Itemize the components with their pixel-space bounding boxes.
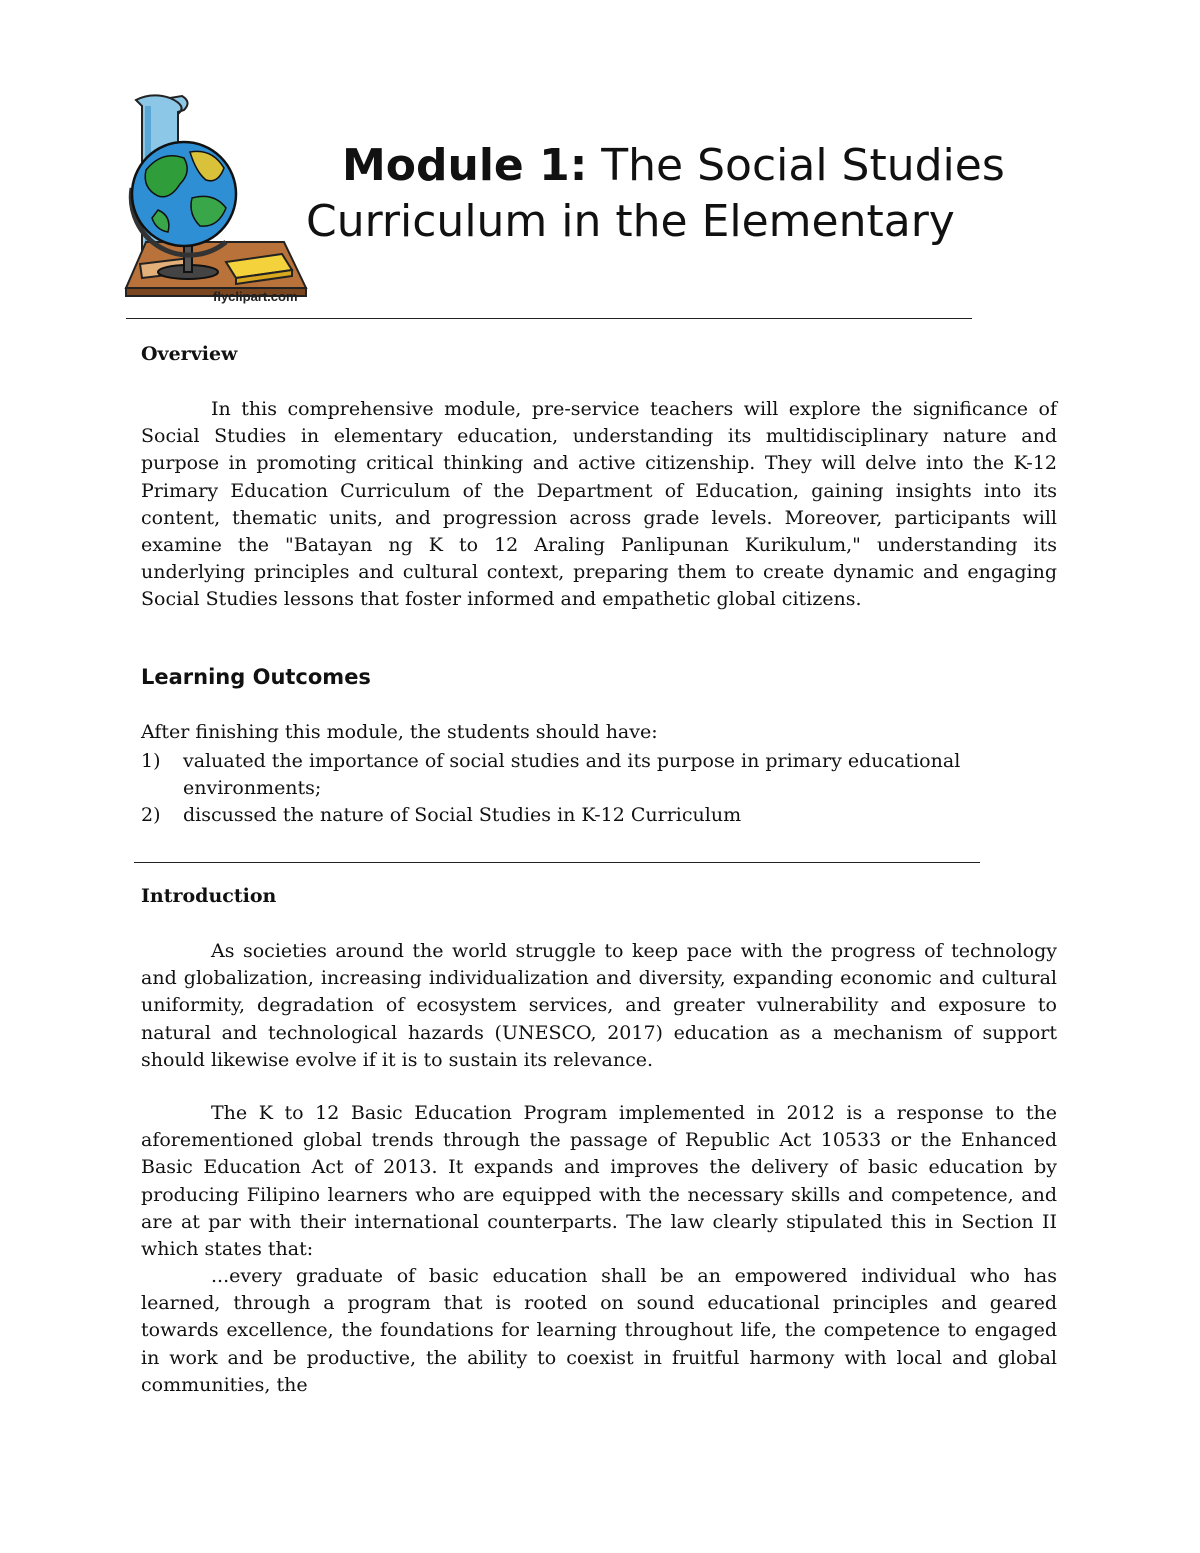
list-item-text: discussed the nature of Social Studies in K-12 Curriculum (183, 804, 742, 826)
list-item (141, 748, 961, 802)
learning-outcomes-heading: Learning Outcomes (141, 665, 371, 689)
introduction-paragraph-2: The K to 12 Basic Education Program implemented in 2012 is a response to the aforementioned global trends through the passage of Republic Act 10533 or the Enhanced Basic Education Act of 2013. It expands and improves the delivery of basic education by producing Filipino learners who are equipped with the necessary skills and competence, and are at par with their international counterparts. The law clearly stipulated this in Section II which states that: (141, 1102, 1057, 1261)
title-module-label: Module 1: (342, 140, 588, 191)
title-line-2: Curriculum in the Elementary (306, 196, 955, 247)
overview-paragraph: In this comprehensive module, pre-service teachers will explore the significance of Social Studies in elementary education, understanding its multidisciplinary nature and purpose in promoting critical thinking and active citizenship. They will delve into the K-12 Primary Education Curriculum of the Department of Education, gaining insights into its content, thematic units, and progression across grade levels. Moreover, participants will examine the "Batayan ng K to 12 Araling Panlipunan Kurikulum," understanding its underlying principles and cultural context, preparing them to create dynamic and engaging Social Studies lessons that foster informed and empathetic global citizens. (141, 398, 1057, 611)
introduction-heading: Introduction (141, 885, 277, 907)
list-item-number: 1) (141, 750, 161, 772)
header-divider (126, 318, 972, 319)
list-item-text: valuated the importance of social studies and its purpose in primary educational environments; (183, 750, 961, 799)
clipart-credit: flyclipart.com (213, 289, 298, 304)
overview-heading: Overview (141, 343, 238, 365)
learning-outcomes-intro: After finishing this module, the students should have: (141, 721, 658, 743)
list-item-number: 2) (141, 804, 161, 826)
introduction-quote: ...every graduate of basic education shall be an empowered individual who has learned, through a program that is rooted on sound educational principles and geared towards excellence, the foundations for learning throughout life, the competence to engaged in work and be productive, the ability to coexist in fruitful harmony with local and global communities, the (141, 1265, 1057, 1396)
learning-outcomes-list (141, 748, 961, 829)
list-item (141, 802, 961, 829)
section-divider (134, 862, 980, 863)
introduction-paragraph-1: As societies around the world struggle to keep pace with the progress of technology and globalization, increasing individualization and diversity, expanding economic and cultural uniformity, degradation of ecosystem services, and greater vulnerability and exposure to natural and technological hazards (UNESCO, 2017) education as a mechanism of support should likewise evolve if it is to sustain its relevance. (141, 940, 1057, 1071)
globe-clipart (122, 92, 312, 310)
page-title (300, 138, 1100, 250)
title-line-1 (300, 138, 1100, 194)
title-subject: The Social Studies (587, 140, 1005, 191)
